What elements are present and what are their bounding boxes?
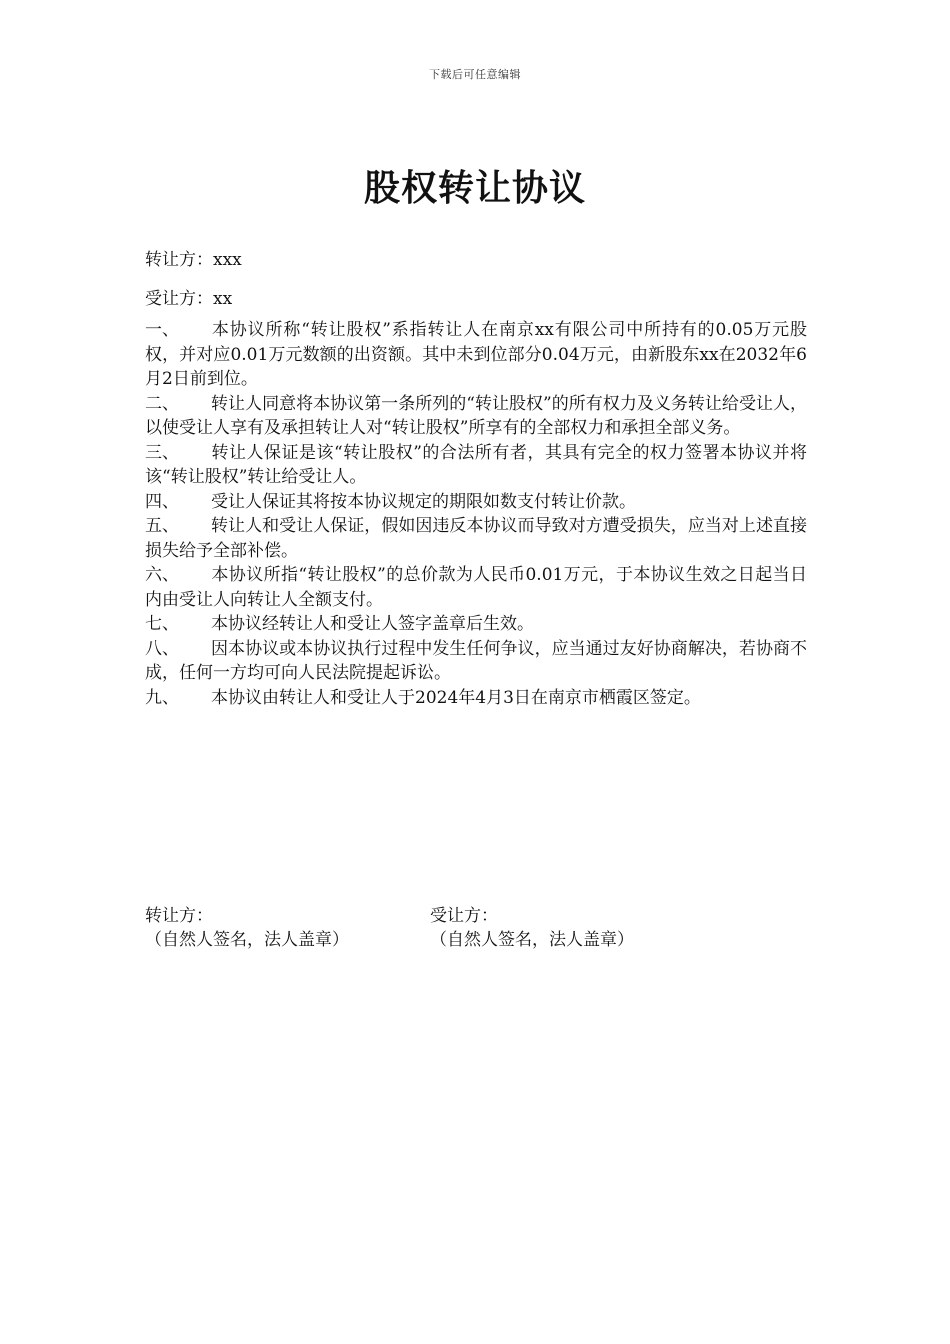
clause-6: [145, 563, 807, 612]
clause-2: [145, 392, 807, 441]
clause-text: 本协议由转让人和受让人于2024年4月3日在南京市栖霞区签定。: [211, 687, 701, 708]
clause-number: 八、: [145, 638, 179, 659]
transferee-signature-label: 受让方：: [430, 906, 498, 926]
clause-text: 本协议所称“转让股权”系指转让人在南京xx有限公司中所持有的0.05万元股权，并对应0.01万元数额的出资额。其中未到位部分0.04万元，由新股东xx在2032年6月2日前到位。: [145, 320, 807, 389]
transferee-value: xx: [213, 289, 233, 309]
clause-number: 一、: [145, 320, 179, 340]
clause-text: 转让人同意将本协议第一条所列的“转让股权”的所有权力及义务转让给受让人，以使受让人享有及承担转让人对“转让股权”所享有的全部权力和承担全部义务。: [145, 393, 807, 438]
clause-number: 五、: [145, 516, 179, 536]
transferee-label: 受让方：: [145, 289, 213, 309]
document-title: 股权转让协议: [363, 167, 586, 209]
clause-4: [145, 490, 807, 515]
clause-8: [145, 637, 807, 686]
transferee-line: [145, 284, 232, 309]
clause-number: 三、: [145, 442, 179, 463]
transferor-value: xxx: [213, 250, 242, 270]
clause-text: 因本协议或本协议执行过程中发生任何争议，应当通过友好协商解决，若协商不成，任何一方均可向人民法院提起诉讼。: [145, 638, 807, 683]
clause-5: [145, 514, 807, 563]
transferor-signature-block: [145, 904, 349, 952]
clause-text: 本协议所指“转让股权”的总价款为人民币0.01万元，于本协议生效之日起当日内由受让人向转让人全额支付。: [145, 565, 807, 610]
clause-9: [145, 686, 807, 711]
header-note: 下载后可任意编辑: [429, 68, 521, 81]
clause-number: 六、: [145, 565, 179, 585]
clause-3: [145, 441, 807, 490]
clause-number: 七、: [145, 614, 179, 634]
transferor-signature-note: （自然人签名，法人盖章）: [145, 930, 349, 950]
clause-number: 二、: [145, 393, 179, 414]
clause-text: 转让人保证是该“转让股权”的合法所有者，其具有完全的权力签署本协议并将该“转让股权”转让给受让人。: [145, 442, 807, 487]
clause-text: 本协议经转让人和受让人签字盖章后生效。: [211, 614, 534, 634]
clause-number: 九、: [145, 687, 179, 708]
clause-text: 转让人和受让人保证，假如因违反本协议而导致对方遭受损失，应当对上述直接损失给予全部补偿。: [145, 516, 807, 561]
transferee-signature-note: （自然人签名，法人盖章）: [430, 930, 634, 950]
clause-7: [145, 612, 807, 637]
clause-number: 四、: [145, 491, 179, 512]
transferee-signature-block: [430, 904, 634, 952]
clause-1: [145, 318, 807, 392]
transferor-line: [145, 245, 242, 270]
transferor-label: 转让方：: [145, 250, 213, 270]
clause-text: 受让人保证其将按本协议规定的期限如数支付转让价款。: [211, 491, 636, 512]
clause-list: [145, 318, 807, 710]
transferor-signature-label: 转让方：: [145, 906, 213, 926]
